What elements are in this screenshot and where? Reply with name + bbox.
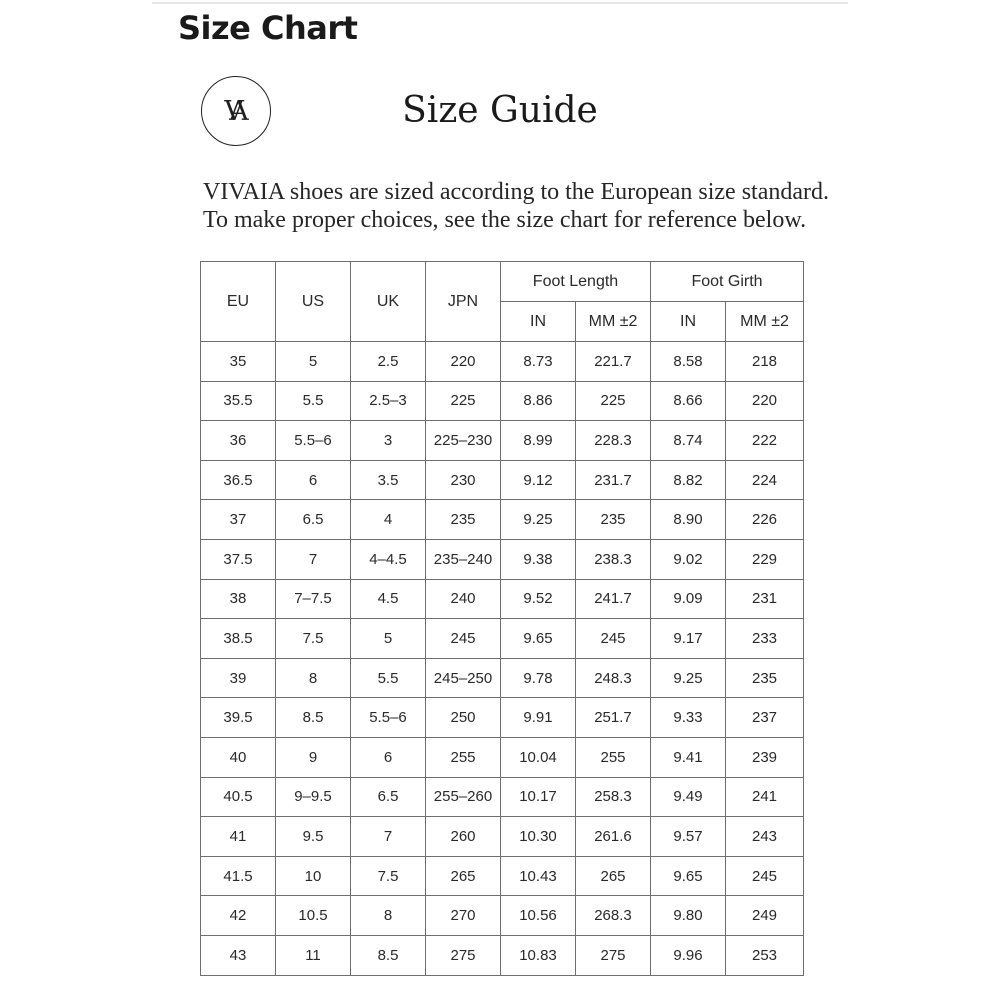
cell-foot-girth-in: 8.74 <box>651 421 726 461</box>
cell-foot-girth-in: 8.90 <box>651 500 726 540</box>
table-row <box>201 539 804 579</box>
size-table-header <box>201 262 804 342</box>
cell-foot-girth-in: 9.02 <box>651 539 726 579</box>
cell-foot-girth-in: 9.09 <box>651 579 726 619</box>
cell-foot-girth-in: 8.58 <box>651 342 726 382</box>
table-row <box>201 579 804 619</box>
cell-eu: 40 <box>201 737 276 777</box>
cell-eu: 38.5 <box>201 619 276 659</box>
cell-jpn: 230 <box>426 460 501 500</box>
header-us: US <box>276 262 351 342</box>
cell-uk: 6 <box>351 737 426 777</box>
cell-eu: 36 <box>201 421 276 461</box>
cell-us: 7.5 <box>276 619 351 659</box>
header-foot-girth: Foot Girth <box>651 262 804 302</box>
header-foot-length-in: IN <box>501 302 576 342</box>
cell-us: 5.5 <box>276 381 351 421</box>
brand-logo <box>201 76 271 146</box>
cell-uk: 4.5 <box>351 579 426 619</box>
cell-jpn: 265 <box>426 856 501 896</box>
cell-jpn: 270 <box>426 896 501 936</box>
cell-foot-length-mm: 261.6 <box>576 817 651 857</box>
cell-eu: 35.5 <box>201 381 276 421</box>
cell-eu: 39.5 <box>201 698 276 738</box>
cell-foot-length-mm: 235 <box>576 500 651 540</box>
cell-foot-girth-mm: 237 <box>726 698 804 738</box>
cell-foot-girth-mm: 253 <box>726 935 804 975</box>
cell-jpn: 220 <box>426 342 501 382</box>
cell-foot-length-in: 9.78 <box>501 658 576 698</box>
cell-foot-length-in: 10.83 <box>501 935 576 975</box>
cell-foot-girth-mm: 231 <box>726 579 804 619</box>
intro-line-2: To make proper choices, see the size chart for reference below. <box>203 207 807 233</box>
cell-foot-length-in: 9.25 <box>501 500 576 540</box>
cell-uk: 7.5 <box>351 856 426 896</box>
table-row <box>201 421 804 461</box>
cell-jpn: 250 <box>426 698 501 738</box>
intro-text <box>203 178 829 234</box>
cell-foot-length-mm: 228.3 <box>576 421 651 461</box>
cell-foot-length-mm: 255 <box>576 737 651 777</box>
cell-foot-length-in: 10.17 <box>501 777 576 817</box>
cell-foot-girth-mm: 243 <box>726 817 804 857</box>
brand-logo-mark: VA <box>224 95 236 127</box>
cell-foot-girth-mm: 224 <box>726 460 804 500</box>
header-foot-length-mm: MM ±2 <box>576 302 651 342</box>
cell-uk: 2.5–3 <box>351 381 426 421</box>
cell-us: 9–9.5 <box>276 777 351 817</box>
cell-eu: 37 <box>201 500 276 540</box>
cell-foot-length-in: 9.91 <box>501 698 576 738</box>
cell-jpn: 260 <box>426 817 501 857</box>
cell-eu: 38 <box>201 579 276 619</box>
cell-foot-length-in: 8.73 <box>501 342 576 382</box>
cell-jpn: 225 <box>426 381 501 421</box>
cell-foot-length-mm: 248.3 <box>576 658 651 698</box>
cell-eu: 42 <box>201 896 276 936</box>
cell-jpn: 225–230 <box>426 421 501 461</box>
cell-foot-girth-mm: 241 <box>726 777 804 817</box>
size-table <box>200 261 804 976</box>
cell-us: 9.5 <box>276 817 351 857</box>
header-uk: UK <box>351 262 426 342</box>
cell-jpn: 240 <box>426 579 501 619</box>
cell-foot-length-in: 8.86 <box>501 381 576 421</box>
cell-foot-length-mm: 221.7 <box>576 342 651 382</box>
cell-foot-length-mm: 258.3 <box>576 777 651 817</box>
cell-eu: 40.5 <box>201 777 276 817</box>
cell-uk: 6.5 <box>351 777 426 817</box>
cell-eu: 41 <box>201 817 276 857</box>
cell-foot-length-mm: 238.3 <box>576 539 651 579</box>
cell-us: 6 <box>276 460 351 500</box>
cell-us: 5.5–6 <box>276 421 351 461</box>
cell-foot-length-mm: 245 <box>576 619 651 659</box>
cell-foot-length-in: 9.52 <box>501 579 576 619</box>
table-row <box>201 658 804 698</box>
cell-jpn: 255–260 <box>426 777 501 817</box>
header-foot-length: Foot Length <box>501 262 651 302</box>
cell-foot-girth-mm: 235 <box>726 658 804 698</box>
intro-line-1: VIVAIA shoes are sized according to the European size standard. <box>203 179 830 205</box>
cell-jpn: 255 <box>426 737 501 777</box>
cell-foot-length-mm: 268.3 <box>576 896 651 936</box>
cell-foot-girth-in: 8.82 <box>651 460 726 500</box>
cell-foot-length-mm: 265 <box>576 856 651 896</box>
cell-uk: 5 <box>351 619 426 659</box>
cell-foot-girth-in: 9.17 <box>651 619 726 659</box>
header-eu: EU <box>201 262 276 342</box>
cell-us: 7 <box>276 539 351 579</box>
cell-jpn: 235–240 <box>426 539 501 579</box>
cell-us: 5 <box>276 342 351 382</box>
cell-foot-girth-mm: 239 <box>726 737 804 777</box>
cell-us: 10.5 <box>276 896 351 936</box>
cell-foot-girth-in: 9.33 <box>651 698 726 738</box>
header-foot-girth-in: IN <box>651 302 726 342</box>
cell-uk: 4 <box>351 500 426 540</box>
cell-foot-length-mm: 241.7 <box>576 579 651 619</box>
cell-foot-girth-in: 9.25 <box>651 658 726 698</box>
cell-foot-girth-mm: 233 <box>726 619 804 659</box>
cell-foot-girth-in: 9.41 <box>651 737 726 777</box>
cell-foot-length-mm: 225 <box>576 381 651 421</box>
cell-eu: 43 <box>201 935 276 975</box>
cell-jpn: 275 <box>426 935 501 975</box>
table-row <box>201 777 804 817</box>
cell-us: 8 <box>276 658 351 698</box>
cell-foot-girth-in: 9.80 <box>651 896 726 936</box>
table-row <box>201 817 804 857</box>
cell-foot-length-in: 9.12 <box>501 460 576 500</box>
cell-uk: 8.5 <box>351 935 426 975</box>
cell-eu: 41.5 <box>201 856 276 896</box>
cell-jpn: 245–250 <box>426 658 501 698</box>
cell-foot-length-in: 10.30 <box>501 817 576 857</box>
top-divider <box>152 2 848 4</box>
cell-uk: 8 <box>351 896 426 936</box>
cell-foot-girth-in: 8.66 <box>651 381 726 421</box>
cell-eu: 36.5 <box>201 460 276 500</box>
cell-foot-length-mm: 231.7 <box>576 460 651 500</box>
cell-jpn: 235 <box>426 500 501 540</box>
cell-jpn: 245 <box>426 619 501 659</box>
table-row <box>201 381 804 421</box>
table-row <box>201 737 804 777</box>
cell-foot-length-in: 10.43 <box>501 856 576 896</box>
table-row <box>201 500 804 540</box>
page-title: Size Chart <box>178 9 358 47</box>
table-row <box>201 856 804 896</box>
header-foot-girth-mm: MM ±2 <box>726 302 804 342</box>
cell-foot-length-mm: 275 <box>576 935 651 975</box>
header-jpn: JPN <box>426 262 501 342</box>
table-row <box>201 342 804 382</box>
cell-uk: 3.5 <box>351 460 426 500</box>
cell-uk: 5.5 <box>351 658 426 698</box>
cell-uk: 4–4.5 <box>351 539 426 579</box>
cell-uk: 3 <box>351 421 426 461</box>
cell-us: 11 <box>276 935 351 975</box>
table-row <box>201 698 804 738</box>
cell-us: 10 <box>276 856 351 896</box>
cell-uk: 5.5–6 <box>351 698 426 738</box>
cell-foot-girth-in: 9.96 <box>651 935 726 975</box>
table-row <box>201 935 804 975</box>
cell-foot-girth-mm: 229 <box>726 539 804 579</box>
cell-foot-girth-in: 9.57 <box>651 817 726 857</box>
cell-foot-length-in: 9.38 <box>501 539 576 579</box>
cell-foot-length-in: 10.04 <box>501 737 576 777</box>
cell-foot-length-mm: 251.7 <box>576 698 651 738</box>
table-row <box>201 896 804 936</box>
cell-foot-girth-mm: 220 <box>726 381 804 421</box>
cell-foot-girth-in: 9.65 <box>651 856 726 896</box>
table-row <box>201 460 804 500</box>
size-table-body <box>201 342 804 976</box>
cell-foot-girth-mm: 218 <box>726 342 804 382</box>
cell-foot-girth-in: 9.49 <box>651 777 726 817</box>
cell-us: 8.5 <box>276 698 351 738</box>
cell-uk: 2.5 <box>351 342 426 382</box>
cell-us: 9 <box>276 737 351 777</box>
cell-foot-length-in: 9.65 <box>501 619 576 659</box>
size-guide-heading: Size Guide <box>402 90 598 131</box>
table-row <box>201 619 804 659</box>
cell-eu: 37.5 <box>201 539 276 579</box>
cell-eu: 35 <box>201 342 276 382</box>
cell-foot-length-in: 10.56 <box>501 896 576 936</box>
cell-foot-length-in: 8.99 <box>501 421 576 461</box>
cell-uk: 7 <box>351 817 426 857</box>
cell-eu: 39 <box>201 658 276 698</box>
cell-foot-girth-mm: 222 <box>726 421 804 461</box>
cell-foot-girth-mm: 249 <box>726 896 804 936</box>
cell-us: 6.5 <box>276 500 351 540</box>
cell-us: 7–7.5 <box>276 579 351 619</box>
cell-foot-girth-mm: 226 <box>726 500 804 540</box>
cell-foot-girth-mm: 245 <box>726 856 804 896</box>
